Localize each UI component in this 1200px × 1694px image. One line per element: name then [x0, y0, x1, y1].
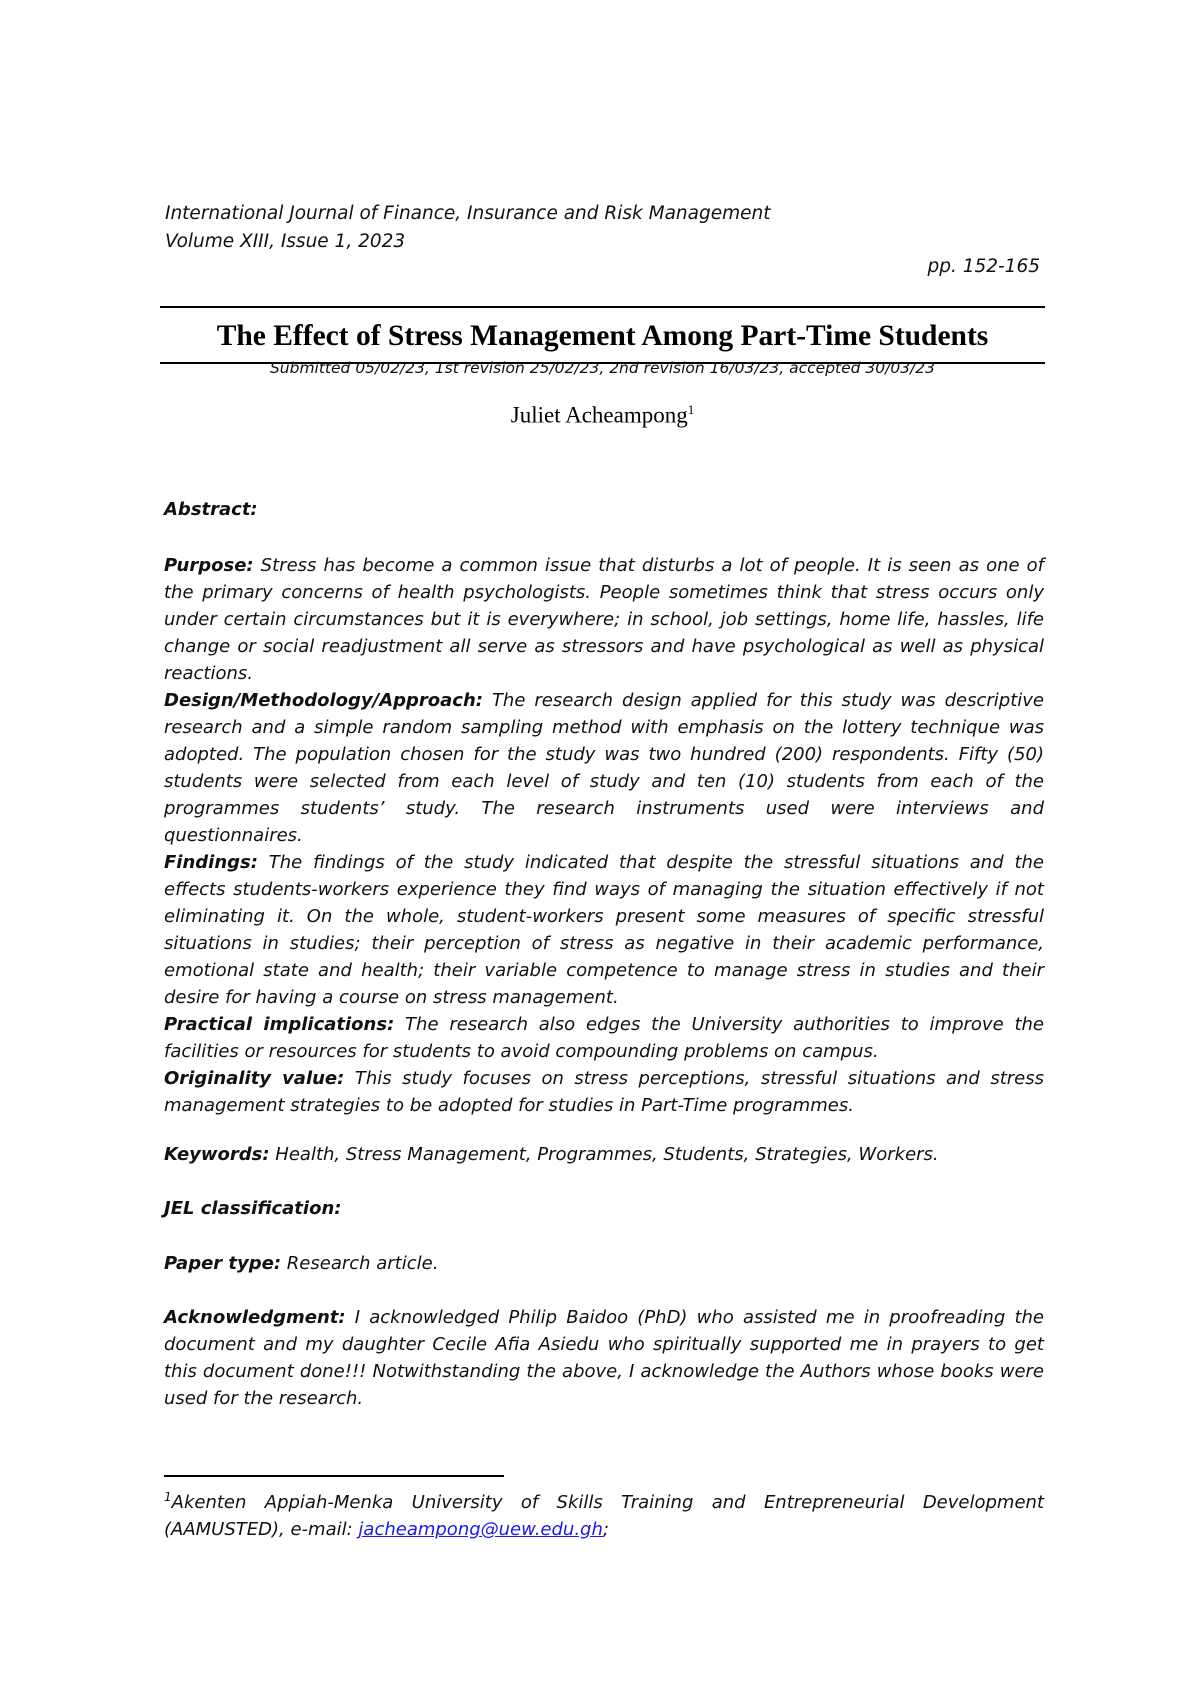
- jel-label: JEL classification:: [164, 1198, 342, 1219]
- footnote: [164, 1484, 1044, 1543]
- page-range: pp. 152-165: [927, 256, 1040, 277]
- practical-paragraph: [164, 1011, 1044, 1065]
- paper-type-label: Paper type:: [164, 1253, 282, 1274]
- author-line: [160, 402, 1045, 429]
- submission-dates: Submitted 05/02/23, 1st revision 25/02/23, 2nd revision 16/03/23, accepted 30/03/23: [269, 359, 936, 377]
- title-rule-top: [160, 306, 1045, 308]
- findings-text: The findings of the study indicated that despite the stressful situations and the effects students-workers experience they find ways of managing the situation effectively if not eliminating it. On the whole, student-workers present some measures of specific stressful situations in studies; their perception of stress as negative in their academic performance, emotional state and health; their variable competence to manage stress in studies and their desire for having a course on stress management.: [164, 852, 1044, 1008]
- footnote-mark: 1: [164, 1490, 172, 1504]
- title-block: [160, 306, 1045, 364]
- findings-paragraph: [164, 849, 1044, 1011]
- footnote-text: Akenten Appiah-Menka University of Skills Training and Entrepreneurial Development (AAMUSTED), e-mail:: [164, 1492, 1044, 1540]
- design-text: The research design applied for this study was descriptive research and a simple random sampling method with emphasis on the lottery technique was adopted. The population chosen for the study was two hundred (200) respondents. Fifty (50) students were selected from each level of study and ten (10) students from each of the programmes students’ study. The research instruments used were interviews and questionnaires.: [164, 690, 1044, 846]
- footnote-rule: [164, 1475, 504, 1477]
- journal-name: International Journal of Finance, Insurance and Risk Management: [165, 203, 771, 224]
- paper-title: The Effect of Stress Management Among Part-Time Students: [216, 320, 989, 352]
- paper-type-text: Research article.: [281, 1253, 439, 1274]
- originality-text: This study focuses on stress perceptions, stressful situations and stress management strategies to be adopted for studies in Part-Time programmes.: [164, 1068, 1044, 1116]
- acknowledgment-label: Acknowledgment:: [164, 1307, 346, 1328]
- author-name: Juliet Acheampong: [510, 402, 688, 428]
- abstract-body: [164, 552, 1044, 1119]
- findings-label: Findings:: [164, 852, 258, 873]
- acknowledgment-text: I acknowledged Philip Baidoo (PhD) who assisted me in proofreading the document and my daughter Cecile Afia Asiedu who spiritually supported me in prayers to get this document done!!! Notwithstanding the above, I acknowledge the Authors whose books were used for the research.: [164, 1307, 1044, 1409]
- purpose-paragraph: [164, 552, 1044, 687]
- paper-type-paragraph: [164, 1250, 1044, 1277]
- practical-label: Practical implications:: [164, 1014, 395, 1035]
- journal-header: [165, 200, 771, 256]
- author-email-link[interactable]: jacheampong@uew.edu.gh: [358, 1519, 603, 1540]
- keywords-paragraph: [164, 1141, 1044, 1168]
- journal-volume: Volume XIII, Issue 1, 2023: [165, 231, 406, 252]
- design-label: Design/Methodology/Approach:: [164, 690, 483, 711]
- author-footnote-mark: 1: [687, 402, 695, 417]
- keywords-text: Health, Stress Management, Programmes, Students, Strategies, Workers.: [269, 1144, 939, 1165]
- purpose-label: Purpose:: [164, 555, 254, 576]
- abstract-heading: Abstract:: [164, 499, 258, 520]
- acknowledgment-paragraph: [164, 1304, 1044, 1412]
- practical-text: The research also edges the University authorities to improve the facilities or resources for students to avoid compounding problems on campus.: [164, 1014, 1044, 1062]
- design-paragraph: [164, 687, 1044, 849]
- purpose-text: Stress has become a common issue that disturbs a lot of people. It is seen as one of the primary concerns of health psychologists. People sometimes think that stress occurs only under certain circumstances but it is everywhere; in school, job settings, home life, hassles, life change or social readjustment all serve as stressors and have psychological as well as physical reactions.: [164, 555, 1044, 684]
- keywords-label: Keywords:: [164, 1144, 270, 1165]
- jel-paragraph: [164, 1195, 1044, 1222]
- originality-label: Originality value:: [164, 1068, 345, 1089]
- originality-paragraph: [164, 1065, 1044, 1119]
- footnote-suffix: ;: [602, 1519, 609, 1540]
